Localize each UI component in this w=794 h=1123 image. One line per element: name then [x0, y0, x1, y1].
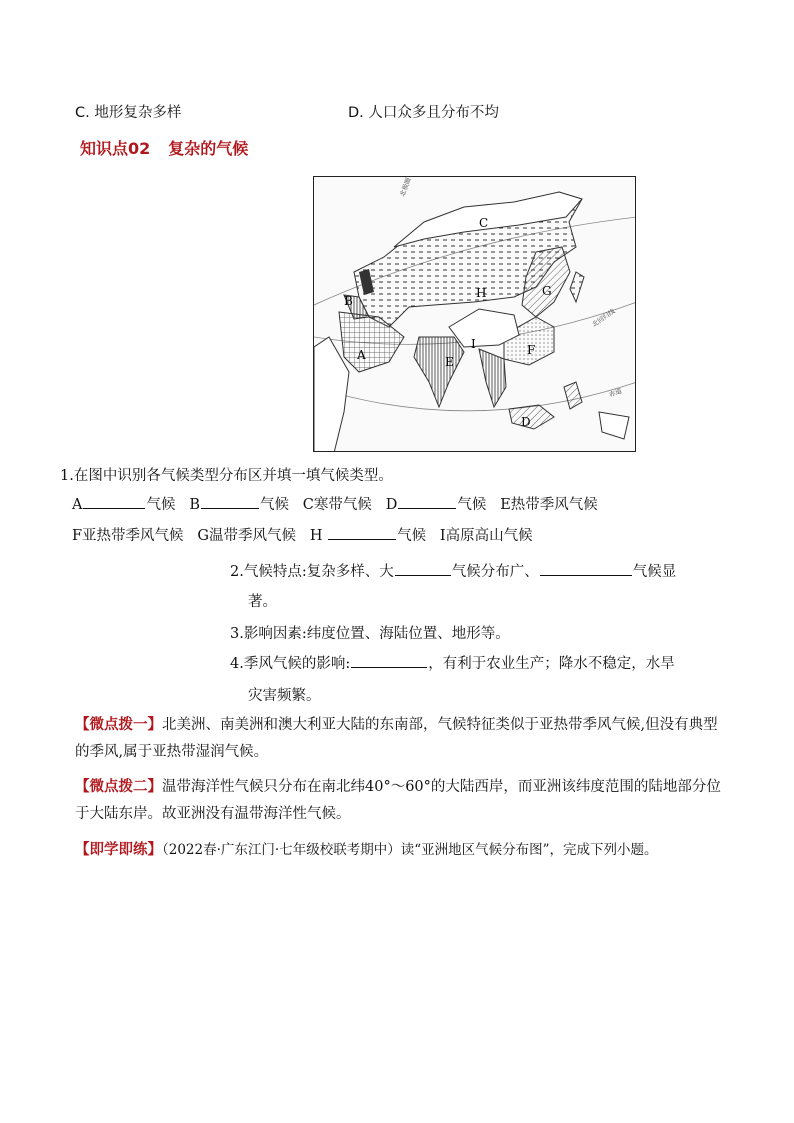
- blank-d[interactable]: [398, 494, 456, 509]
- practice: [75, 836, 725, 864]
- label-tropic: 北回归线: [590, 307, 617, 329]
- question-1: 1.在图中识别各气候类型分布区并填一填气候类型。: [60, 468, 393, 484]
- label-g: G: [542, 284, 552, 298]
- label-i: I: [471, 337, 476, 351]
- q2-prefix: 2.气候特点:复杂多样、大: [230, 564, 394, 580]
- label-h: H: [476, 286, 487, 300]
- region-d: [509, 405, 554, 429]
- blank-q2-1[interactable]: [395, 561, 451, 576]
- q4-suffix: ，有利于农业生产；降水不稳定，水旱: [428, 656, 675, 672]
- q1-e: E热带季风气候: [500, 497, 598, 513]
- tip-2-text: 温带海洋性气候只分布在南北纬40°～60°的大陆西岸，而亚洲该纬度范围的陆地部分位于大陆东岸。故亚洲没有温带海洋性气候。: [75, 779, 721, 822]
- question-2: [230, 560, 676, 584]
- tip-1-tag: 【微点拨一】: [75, 716, 162, 733]
- label-equator: 赤道: [607, 386, 623, 399]
- label-c: C: [479, 216, 489, 230]
- blank-h[interactable]: [328, 525, 396, 540]
- q1-a-letter: A: [72, 497, 83, 513]
- label-b: B: [344, 294, 353, 308]
- equator-line: [314, 382, 636, 411]
- option-c: C. 地形复杂多样: [75, 105, 182, 121]
- q1-h-suffix: 气候: [397, 528, 427, 544]
- q1-h-letter: H: [309, 528, 323, 544]
- label-a: A: [357, 348, 366, 362]
- blank-q4[interactable]: [351, 653, 427, 668]
- label-arctic-circle: 北极圈: [398, 177, 413, 198]
- practice-tag: 【即学即练】: [75, 841, 162, 858]
- q1-d-letter: D: [385, 497, 398, 513]
- asia-climate-map: [313, 176, 636, 452]
- label-e: E: [445, 355, 454, 369]
- q1-b-letter: B: [189, 497, 200, 513]
- island-newguinea: [599, 412, 629, 439]
- q1-i: I高原高山气候: [439, 528, 533, 544]
- q4-continuation: 灾害频繁。: [248, 688, 321, 704]
- blank-q2-2[interactable]: [540, 561, 632, 576]
- q1-a-suffix: 气候: [146, 497, 176, 513]
- q1-row-1: [72, 493, 598, 517]
- q2-suffix: 气候显: [632, 564, 677, 580]
- label-f: F: [527, 343, 536, 357]
- tip-2-tag: 【微点拨二】: [75, 778, 162, 795]
- blank-a[interactable]: [83, 494, 145, 509]
- q2-continuation: 著。: [248, 594, 277, 610]
- question-3: 3.影响因素:纬度位置、海陆位置、地形等。: [230, 626, 510, 642]
- q2-middle: 气候分布广、: [451, 564, 539, 580]
- section-tag: 知识点02: [80, 139, 151, 158]
- section-title: 复杂的气候: [168, 139, 249, 158]
- q1-c: C寒带气候: [302, 497, 372, 513]
- tip-1-text: 北美洲、南美洲和澳大利亚大陆的东南部，气候特征类似于亚热带季风气候,但没有典型的季风,属于亚热带湿润气候。: [75, 717, 718, 760]
- question-4: [230, 652, 675, 676]
- q1-d-suffix: 气候: [457, 497, 487, 513]
- option-d: D. 人口众多且分布不均: [348, 105, 499, 121]
- q1-row-2: [72, 524, 533, 548]
- region-se-asia: [479, 349, 506, 407]
- tip-1: [75, 711, 725, 766]
- island-japan: [570, 272, 584, 302]
- q1-b-suffix: 气候: [259, 497, 289, 513]
- q1-f: F亚热带季风气候: [72, 528, 184, 544]
- blank-b[interactable]: [201, 494, 259, 509]
- region-e: [414, 337, 464, 407]
- island-philippines: [564, 382, 582, 409]
- label-d: D: [521, 415, 531, 429]
- tip-2: [75, 773, 725, 828]
- q1-g: G温带季风气候: [197, 528, 296, 544]
- practice-text: （2022春·广东江门·七年级校联考期中）读“亚洲地区气候分布图”，完成下列小题。: [162, 842, 658, 858]
- q4-prefix: 4.季风气候的影响:: [230, 656, 351, 672]
- section-heading: [80, 136, 248, 159]
